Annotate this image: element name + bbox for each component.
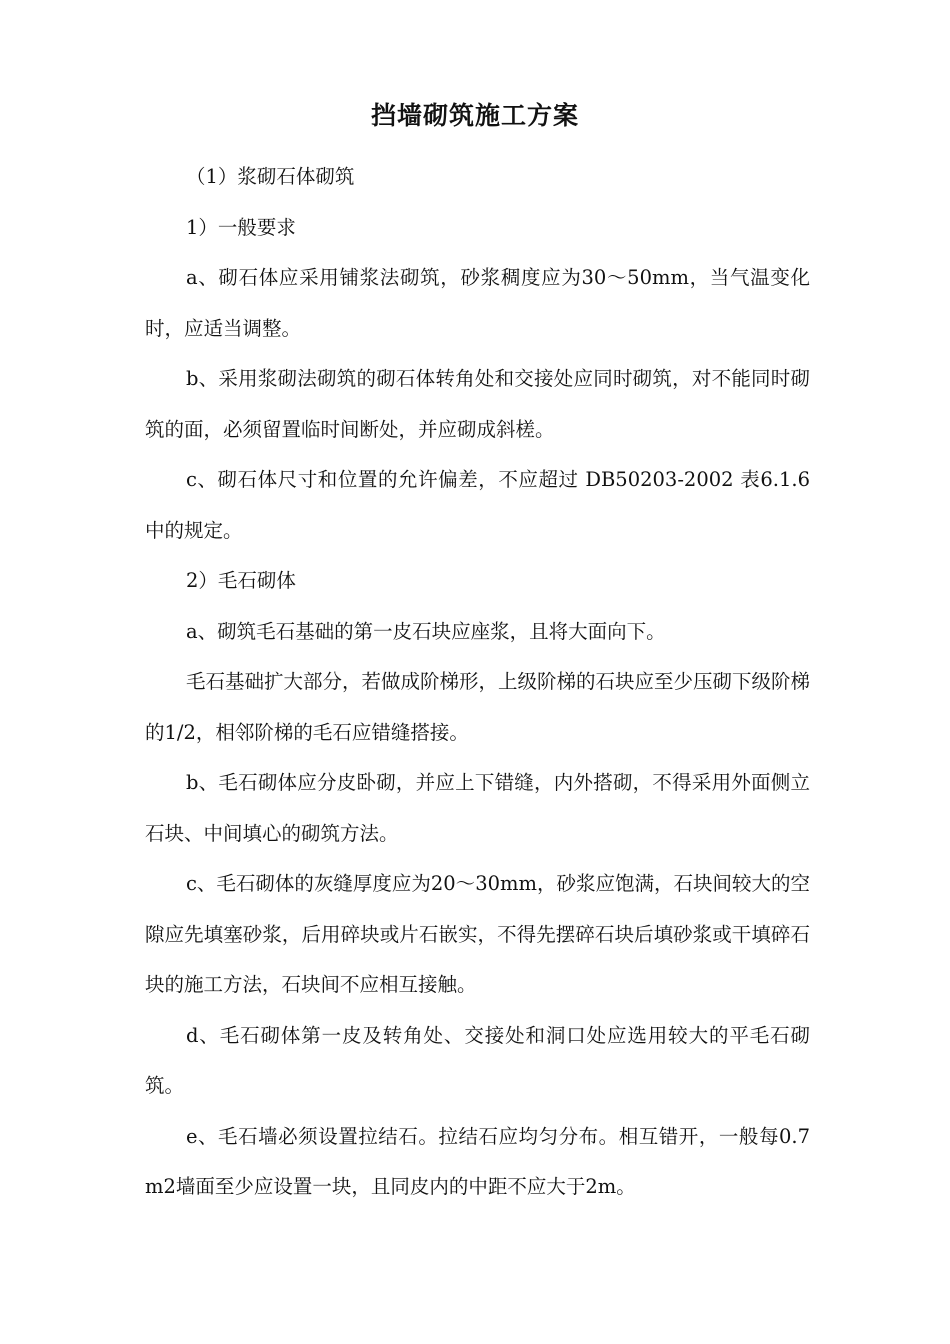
paragraph: a、砌石体应采用铺浆法砌筑，砂浆稠度应为30～50mm，当气温变化时，应适当调整。: [145, 266, 810, 340]
paragraph: e、毛石墙必须设置拉结石。拉结石应均匀分布。相互错开，一般每0.7m2墙面至少应设置一块，且同皮内的中距不应大于2m。: [145, 1124, 810, 1198]
paragraph: 毛石基础扩大部分，若做成阶梯形，上级阶梯的石块应至少压砌下级阶梯的1/2，相邻阶梯的毛石应错缝搭接。: [145, 670, 810, 744]
paragraph: a、砌筑毛石基础的第一皮石块应座浆，且将大面向下。: [185, 619, 666, 643]
paragraph: d、毛石砌体第一皮及转角处、交接处和洞口处应选用较大的平毛石砌筑。: [145, 1023, 810, 1097]
paragraph: c、砌石体尺寸和位置的允许偏差，不应超过 DB50203-2002 表6.1.6中的规定。: [145, 468, 810, 542]
section-heading: （1）浆砌石体砌筑: [185, 165, 355, 188]
subsection-heading: 1）一般要求: [185, 215, 296, 239]
document-title: 挡墙砌筑施工方案: [370, 101, 579, 130]
document-body: [145, 152, 810, 1213]
paragraph: b、毛石砌体应分皮卧砌，并应上下错缝，内外搭砌，不得采用外面侧立石块、中间填心的砌筑方法。: [145, 771, 810, 845]
paragraph: b、采用浆砌法砌筑的砌石体转角处和交接处应同时砌筑，对不能同时砌筑的面，必须留置临时间断处，并应砌成斜槎。: [145, 367, 810, 441]
subsection-heading: 2）毛石砌体: [185, 569, 296, 592]
paragraph: c、毛石砌体的灰缝厚度应为20～30mm，砂浆应饱满，石块间较大的空隙应先填塞砂浆，后用碎块或片石嵌实，不得先摆碎石块后填砂浆或干填碎石块的施工方法，石块间不应相互接触。: [145, 872, 810, 996]
